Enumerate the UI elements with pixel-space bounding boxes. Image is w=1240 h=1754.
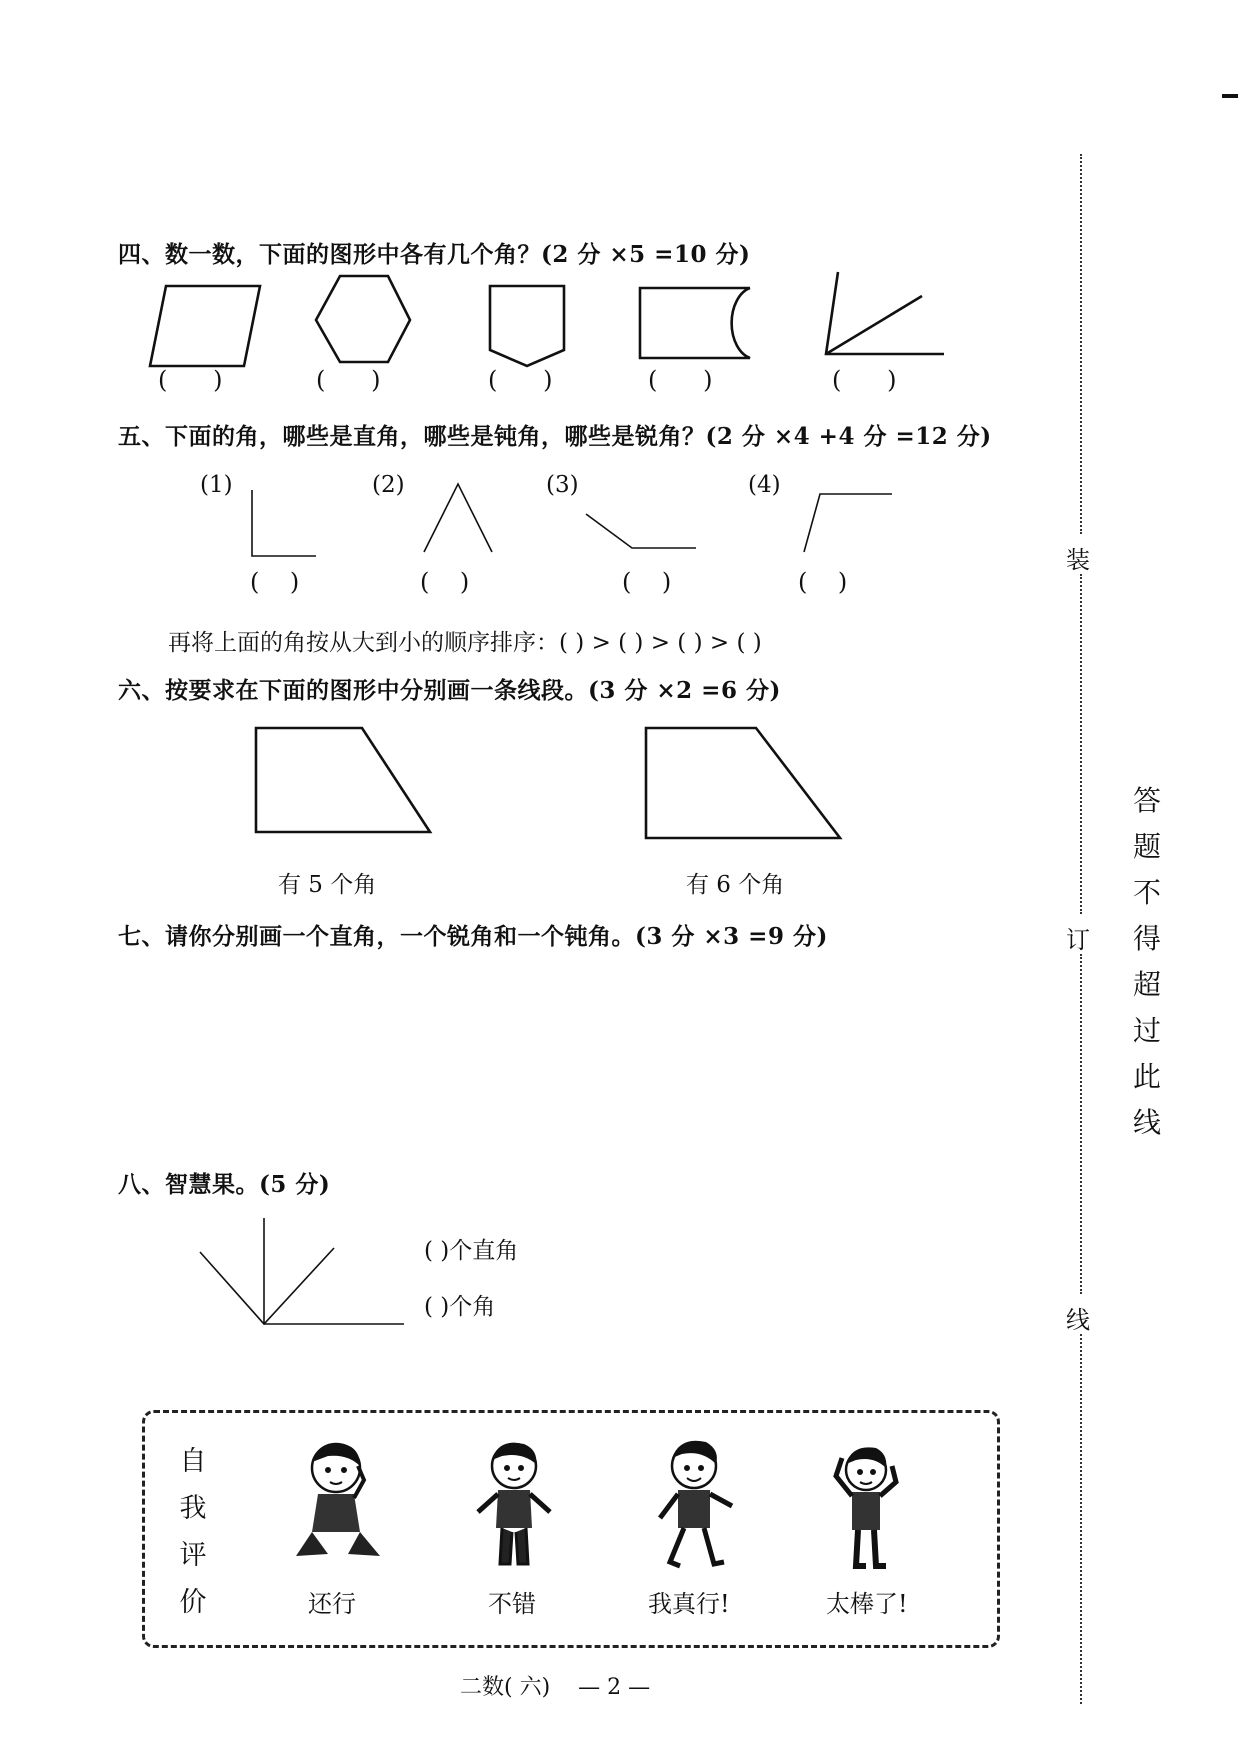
q8-right-angle-blank[interactable]: ( )个直角 bbox=[424, 1238, 519, 1264]
self-eval-level-1[interactable]: 还行 bbox=[308, 1590, 356, 1618]
q4-answer-2[interactable]: ( ) bbox=[316, 366, 381, 394]
q5-title: 五、下面的角，哪些是直角，哪些是钝角，哪些是锐角？(2 分 ×4 +4 分 =12 分) bbox=[118, 423, 992, 450]
binding-char-xian: 线 bbox=[1066, 1306, 1090, 1334]
binding-dotted-line-1 bbox=[1080, 154, 1082, 534]
self-evaluation-label: 自我评价 bbox=[179, 1446, 207, 1618]
q5-label-1: (1) bbox=[200, 472, 233, 498]
q4-answer-1[interactable]: ( ) bbox=[158, 366, 223, 394]
q4-answer-4[interactable]: ( ) bbox=[648, 366, 713, 394]
q4-title: 四、数一数，下面的图形中各有几个角？(2 分 ×5 =10 分) bbox=[118, 241, 751, 268]
self-eval-level-3[interactable]: 我真行! bbox=[648, 1590, 730, 1618]
rays-figure bbox=[200, 1218, 404, 1324]
q6-title: 六、按要求在下面的图形中分别画一条线段。(3 分 ×2 =6 分) bbox=[118, 677, 781, 704]
q6-caption-1: 有 5 个角 bbox=[278, 872, 377, 898]
q7-title: 七、请你分别画一个直角，一个锐角和一个钝角。(3 分 ×3 =9 分) bbox=[118, 923, 828, 950]
q5-answer-3[interactable]: ( ) bbox=[622, 568, 672, 596]
kid-walking-icon bbox=[644, 1436, 744, 1576]
q5-label-4: (4) bbox=[748, 472, 781, 498]
q8-title: 八、智慧果。(5 分) bbox=[118, 1171, 331, 1198]
q5-label-2: (2) bbox=[372, 472, 405, 498]
q5-label-3: (3) bbox=[546, 472, 579, 498]
binding-dotted-line-3 bbox=[1080, 954, 1082, 1294]
q6-caption-2: 有 6 个角 bbox=[686, 872, 785, 898]
q5-answer-1[interactable]: ( ) bbox=[250, 568, 300, 596]
q5-answer-2[interactable]: ( ) bbox=[420, 568, 470, 596]
self-eval-level-4[interactable]: 太棒了! bbox=[826, 1590, 908, 1618]
kid-standing-icon bbox=[464, 1436, 564, 1576]
page-footer: 二数( 六) — 2 — bbox=[460, 1675, 651, 1700]
q5-answer-4[interactable]: ( ) bbox=[798, 568, 848, 596]
q4-answer-5[interactable]: ( ) bbox=[832, 366, 897, 394]
kid-cheering-icon bbox=[818, 1436, 918, 1576]
binding-char-ding: 订 bbox=[1066, 926, 1090, 954]
q8-angle-blank[interactable]: ( )个角 bbox=[424, 1294, 496, 1320]
binding-dotted-line-4 bbox=[1080, 1334, 1082, 1704]
kid-sitting-icon bbox=[288, 1436, 388, 1576]
binding-char-zhuang: 装 bbox=[1066, 546, 1090, 574]
q5-order-line[interactable]: 再将上面的角按从大到小的顺序排序：( ) > ( ) > ( ) > ( ) bbox=[168, 630, 762, 656]
self-eval-level-2[interactable]: 不错 bbox=[488, 1590, 536, 1618]
q4-answer-3[interactable]: ( ) bbox=[488, 366, 553, 394]
corner-mark bbox=[1222, 94, 1238, 98]
binding-side-note: 答题不得超过此线 bbox=[1132, 784, 1161, 1139]
binding-dotted-line-2 bbox=[1080, 574, 1082, 914]
